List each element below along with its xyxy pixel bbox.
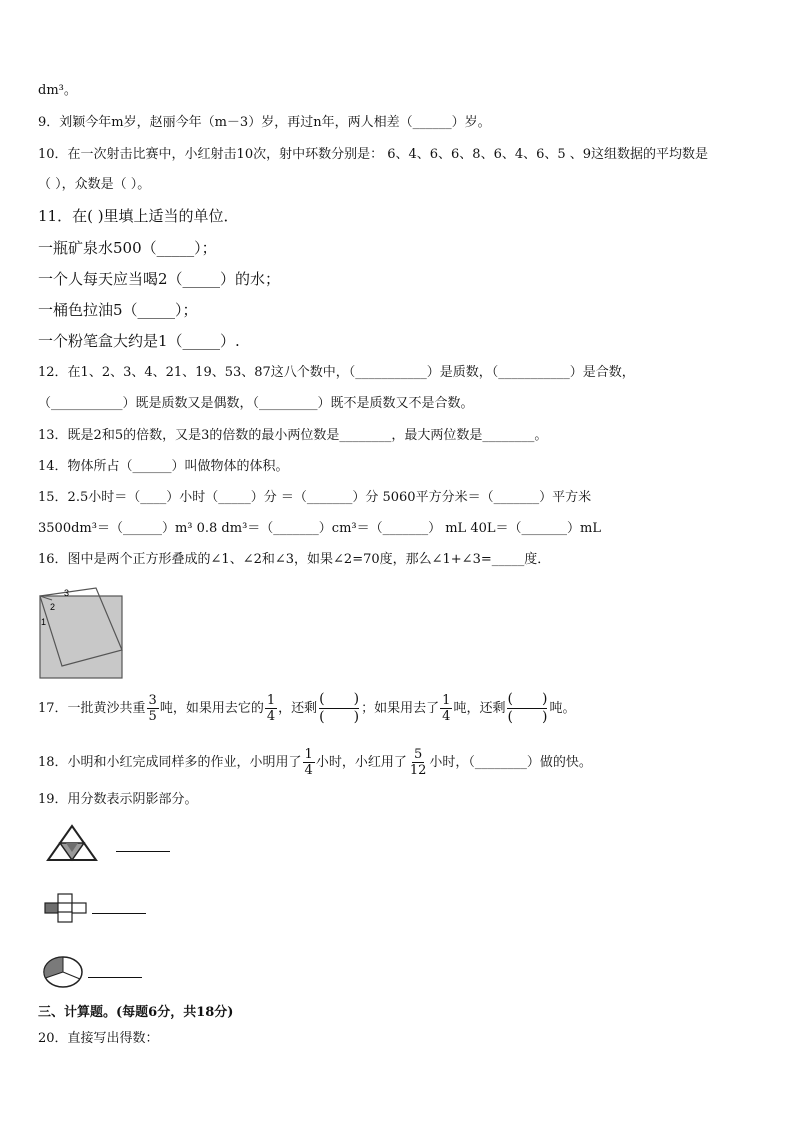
fraction-3-5	[147, 693, 159, 724]
angle-label-1: 1	[41, 617, 47, 627]
numerator: 3	[148, 693, 157, 708]
question-20: 20．直接写出得数：	[38, 1031, 159, 1046]
q17-text: ，还剩	[278, 701, 318, 716]
question-11-item: 一桶色拉油5（_____）；	[38, 301, 198, 319]
paren: (	[507, 691, 513, 707]
q18-text: 18．小明和小红完成同样多的作业，小明用了	[38, 755, 302, 770]
q17-text: 吨，还剩	[453, 701, 506, 716]
answer-line[interactable]	[88, 977, 142, 978]
unit-fragment: dm³。	[38, 83, 77, 98]
paren: )	[353, 691, 360, 707]
numerator: 1	[442, 693, 451, 708]
q17-text: 吨，如果用去它的	[159, 701, 264, 716]
question-12-line1: 12．在1、2、3、4、21、19、53、87这八个数中，（___________）是质数，（___________）是合数，	[38, 365, 635, 380]
q17-text: ；如果用去了	[361, 701, 440, 716]
section-3-heading: 三、计算题。(每题6分，共18分)	[38, 1005, 234, 1020]
question-9: 9．刘颖今年m岁，赵丽今年（m－3）岁，再过n年，两人相差（______）岁。	[38, 115, 491, 130]
question-18	[38, 745, 592, 781]
angle-label-2: 2	[50, 602, 56, 612]
fraction-1-4	[440, 693, 452, 724]
answer-fraction-blank[interactable]	[319, 691, 359, 726]
paren: )	[541, 709, 548, 725]
fraction-1-4	[265, 693, 277, 724]
answer-fraction-blank[interactable]	[507, 691, 547, 726]
denominator: 4	[442, 709, 451, 724]
fraction-5-12	[408, 747, 429, 778]
question-11-item: 一瓶矿泉水500（_____）；	[38, 239, 217, 257]
denominator: 12	[409, 763, 427, 778]
question-16: 16．图中是两个正方形叠成的∠1、∠2和∠3，如果∠2=70度，那么∠1+∠3=_____度．	[38, 552, 551, 567]
numerator: 1	[304, 747, 313, 762]
question-10-line2: （ ），众数是（ ）。	[38, 177, 151, 192]
question-10-line1: 10．在一次射击比赛中，小红射击10次，射中环数分别是： 6、4、6、6、8、6、4、6、5 、9这组数据的平均数是	[38, 147, 709, 162]
question-15-line1: 15．2.5小时＝（____）小时（_____）分 ＝（_______）分 5060平方分米＝（_______）平方米	[38, 490, 592, 505]
paren: (	[319, 709, 325, 725]
numerator: 1	[266, 693, 276, 708]
question-17	[38, 690, 575, 728]
cross-figure	[44, 893, 88, 923]
q18-text: 小时，（________）做的快。	[429, 755, 592, 770]
overlapping-squares-figure	[38, 586, 128, 680]
denominator: 5	[148, 709, 157, 724]
question-15-line2: 3500dm³＝（______）m³ 0.8 dm³＝（_______）cm³＝（_______） mL 40L＝（_______）mL	[38, 521, 601, 536]
answer-line[interactable]	[92, 913, 146, 914]
question-12-line2: （___________）既是质数又是偶数，（_________）既不是质数又不是合数。	[38, 396, 474, 411]
question-14: 14．物体所占（______）叫做物体的体积。	[38, 459, 289, 474]
denominator: 4	[266, 709, 276, 724]
paren: (	[507, 709, 513, 725]
paren: (	[319, 691, 325, 707]
denominator: 4	[304, 763, 313, 778]
triangle-figure	[46, 824, 98, 862]
answer-line[interactable]	[116, 851, 170, 852]
q17-text: 吨。	[549, 701, 576, 716]
question-11-title: 11．在( )里填上适当的单位．	[38, 207, 239, 225]
question-11-item: 一个人每天应当喝2（_____）的水；	[38, 270, 281, 288]
fraction-1-4	[303, 747, 315, 778]
question-13: 13．既是2和5的倍数，又是3的倍数的最小两位数是________，最大两位数是________。	[38, 428, 548, 443]
paren: )	[353, 709, 360, 725]
circle-figure	[42, 955, 84, 989]
q17-text: 17．一批黄沙共重	[38, 701, 146, 716]
paren: )	[541, 691, 548, 707]
question-19: 19．用分数表示阴影部分。	[38, 792, 198, 807]
question-11-item: 一个粉笔盒大约是1（_____）.	[38, 332, 240, 350]
numerator: 5	[413, 747, 423, 762]
q18-text: 小时，小红用了	[315, 755, 407, 770]
angle-label-3: 3	[64, 588, 70, 598]
